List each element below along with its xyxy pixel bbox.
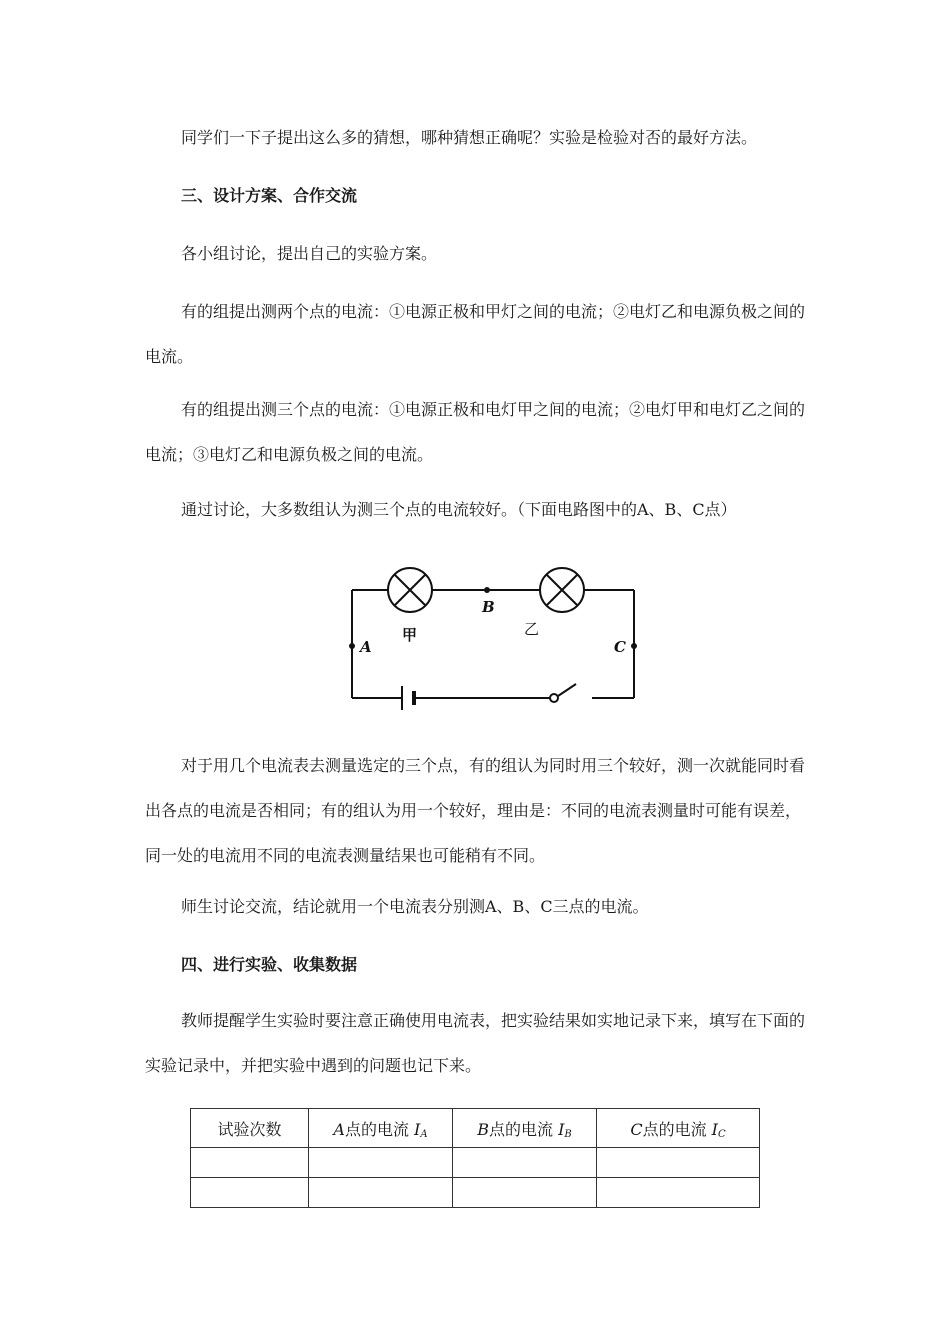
header-current-c-text: 点的电流 xyxy=(642,1119,712,1139)
header-current-c-symbol: I xyxy=(711,1119,718,1139)
table-cell xyxy=(191,1178,309,1208)
point-a-dot xyxy=(349,643,355,649)
point-c-dot xyxy=(631,643,637,649)
paragraph-three-points: 有的组提出测三个点的电流：①电源正极和电灯甲之间的电流；②电灯甲和电灯乙之间的电流；③电灯乙和电源负极之间的电流。 xyxy=(145,400,806,464)
point-b-dot xyxy=(484,587,490,593)
header-current-c-sub: C xyxy=(718,1128,726,1140)
header-current-b-sub: B xyxy=(564,1128,572,1140)
table-cell xyxy=(191,1148,309,1178)
switch-blade xyxy=(558,684,576,696)
header-current-a-point: A xyxy=(333,1119,345,1139)
lamp-1-label: 甲 xyxy=(402,626,418,644)
point-b-label: B xyxy=(482,598,495,616)
header-current-c-point: C xyxy=(630,1119,643,1139)
paragraph-ammeter-count: 对于用几个电流表去测量选定的三个点，有的组认为同时用三个较好，测一次就能同时看出各点的电流是否相同；有的组认为用一个较好，理由是：不同的电流表测量时可能有误差，同一处的电流用不同的电流表测量结果也可能稍有不同。 xyxy=(145,756,806,865)
table-cell xyxy=(309,1148,453,1178)
paragraph-guess-intro: 同学们一下子提出这么多的猜想，哪种猜想正确呢？实验是检验对否的最好方法。 xyxy=(181,128,758,147)
header-current-c xyxy=(597,1109,760,1148)
table-row xyxy=(191,1148,760,1178)
header-current-a xyxy=(309,1109,453,1148)
table-cell xyxy=(453,1178,597,1208)
table-header-row xyxy=(191,1109,760,1148)
section-heading-experiment: 四、进行实验、收集数据 xyxy=(181,955,358,974)
header-current-a-text: 点的电流 xyxy=(344,1119,415,1139)
header-trial-count: 试验次数 xyxy=(191,1109,309,1148)
header-current-a-sub: A xyxy=(420,1128,428,1140)
table-row xyxy=(191,1178,760,1208)
paragraph-teacher-reminder: 教师提醒学生实验时要注意正确使用电流表，把实验结果如实地记录下来，填写在下面的实验记录中，并把实验中遇到的问题也记下来。 xyxy=(145,1011,806,1075)
table-cell xyxy=(309,1178,453,1208)
header-current-b-text: 点的电流 xyxy=(488,1119,559,1139)
paragraph-discussion-result: 通过讨论，大多数组认为测三个点的电流较好。（下面电路图中的A、B、C点） xyxy=(181,500,737,519)
header-current-b-point: B xyxy=(477,1119,489,1139)
header-current-b xyxy=(453,1109,597,1148)
table-cell xyxy=(597,1178,760,1208)
circuit-diagram xyxy=(340,560,660,720)
circuit-svg xyxy=(340,560,660,720)
table-cell xyxy=(597,1148,760,1178)
switch-pivot xyxy=(550,694,558,702)
table-cell xyxy=(453,1148,597,1178)
header-current-b-symbol: I xyxy=(558,1119,565,1139)
point-a-label: A xyxy=(360,638,372,656)
paragraph-group-discuss: 各小组讨论，提出自己的实验方案。 xyxy=(181,244,438,263)
lamp-2-label: 乙 xyxy=(524,620,540,638)
paragraph-two-points: 有的组提出测两个点的电流：①电源正极和甲灯之间的电流；②电灯乙和电源负极之间的电流。 xyxy=(145,302,806,366)
header-current-a-symbol: I xyxy=(414,1119,421,1139)
section-heading-design: 三、设计方案、合作交流 xyxy=(181,186,358,205)
point-c-label: C xyxy=(614,638,626,656)
experiment-record-table xyxy=(190,1108,760,1208)
paragraph-conclusion: 师生讨论交流，结论就用一个电流表分别测A、B、C三点的电流。 xyxy=(181,897,649,916)
